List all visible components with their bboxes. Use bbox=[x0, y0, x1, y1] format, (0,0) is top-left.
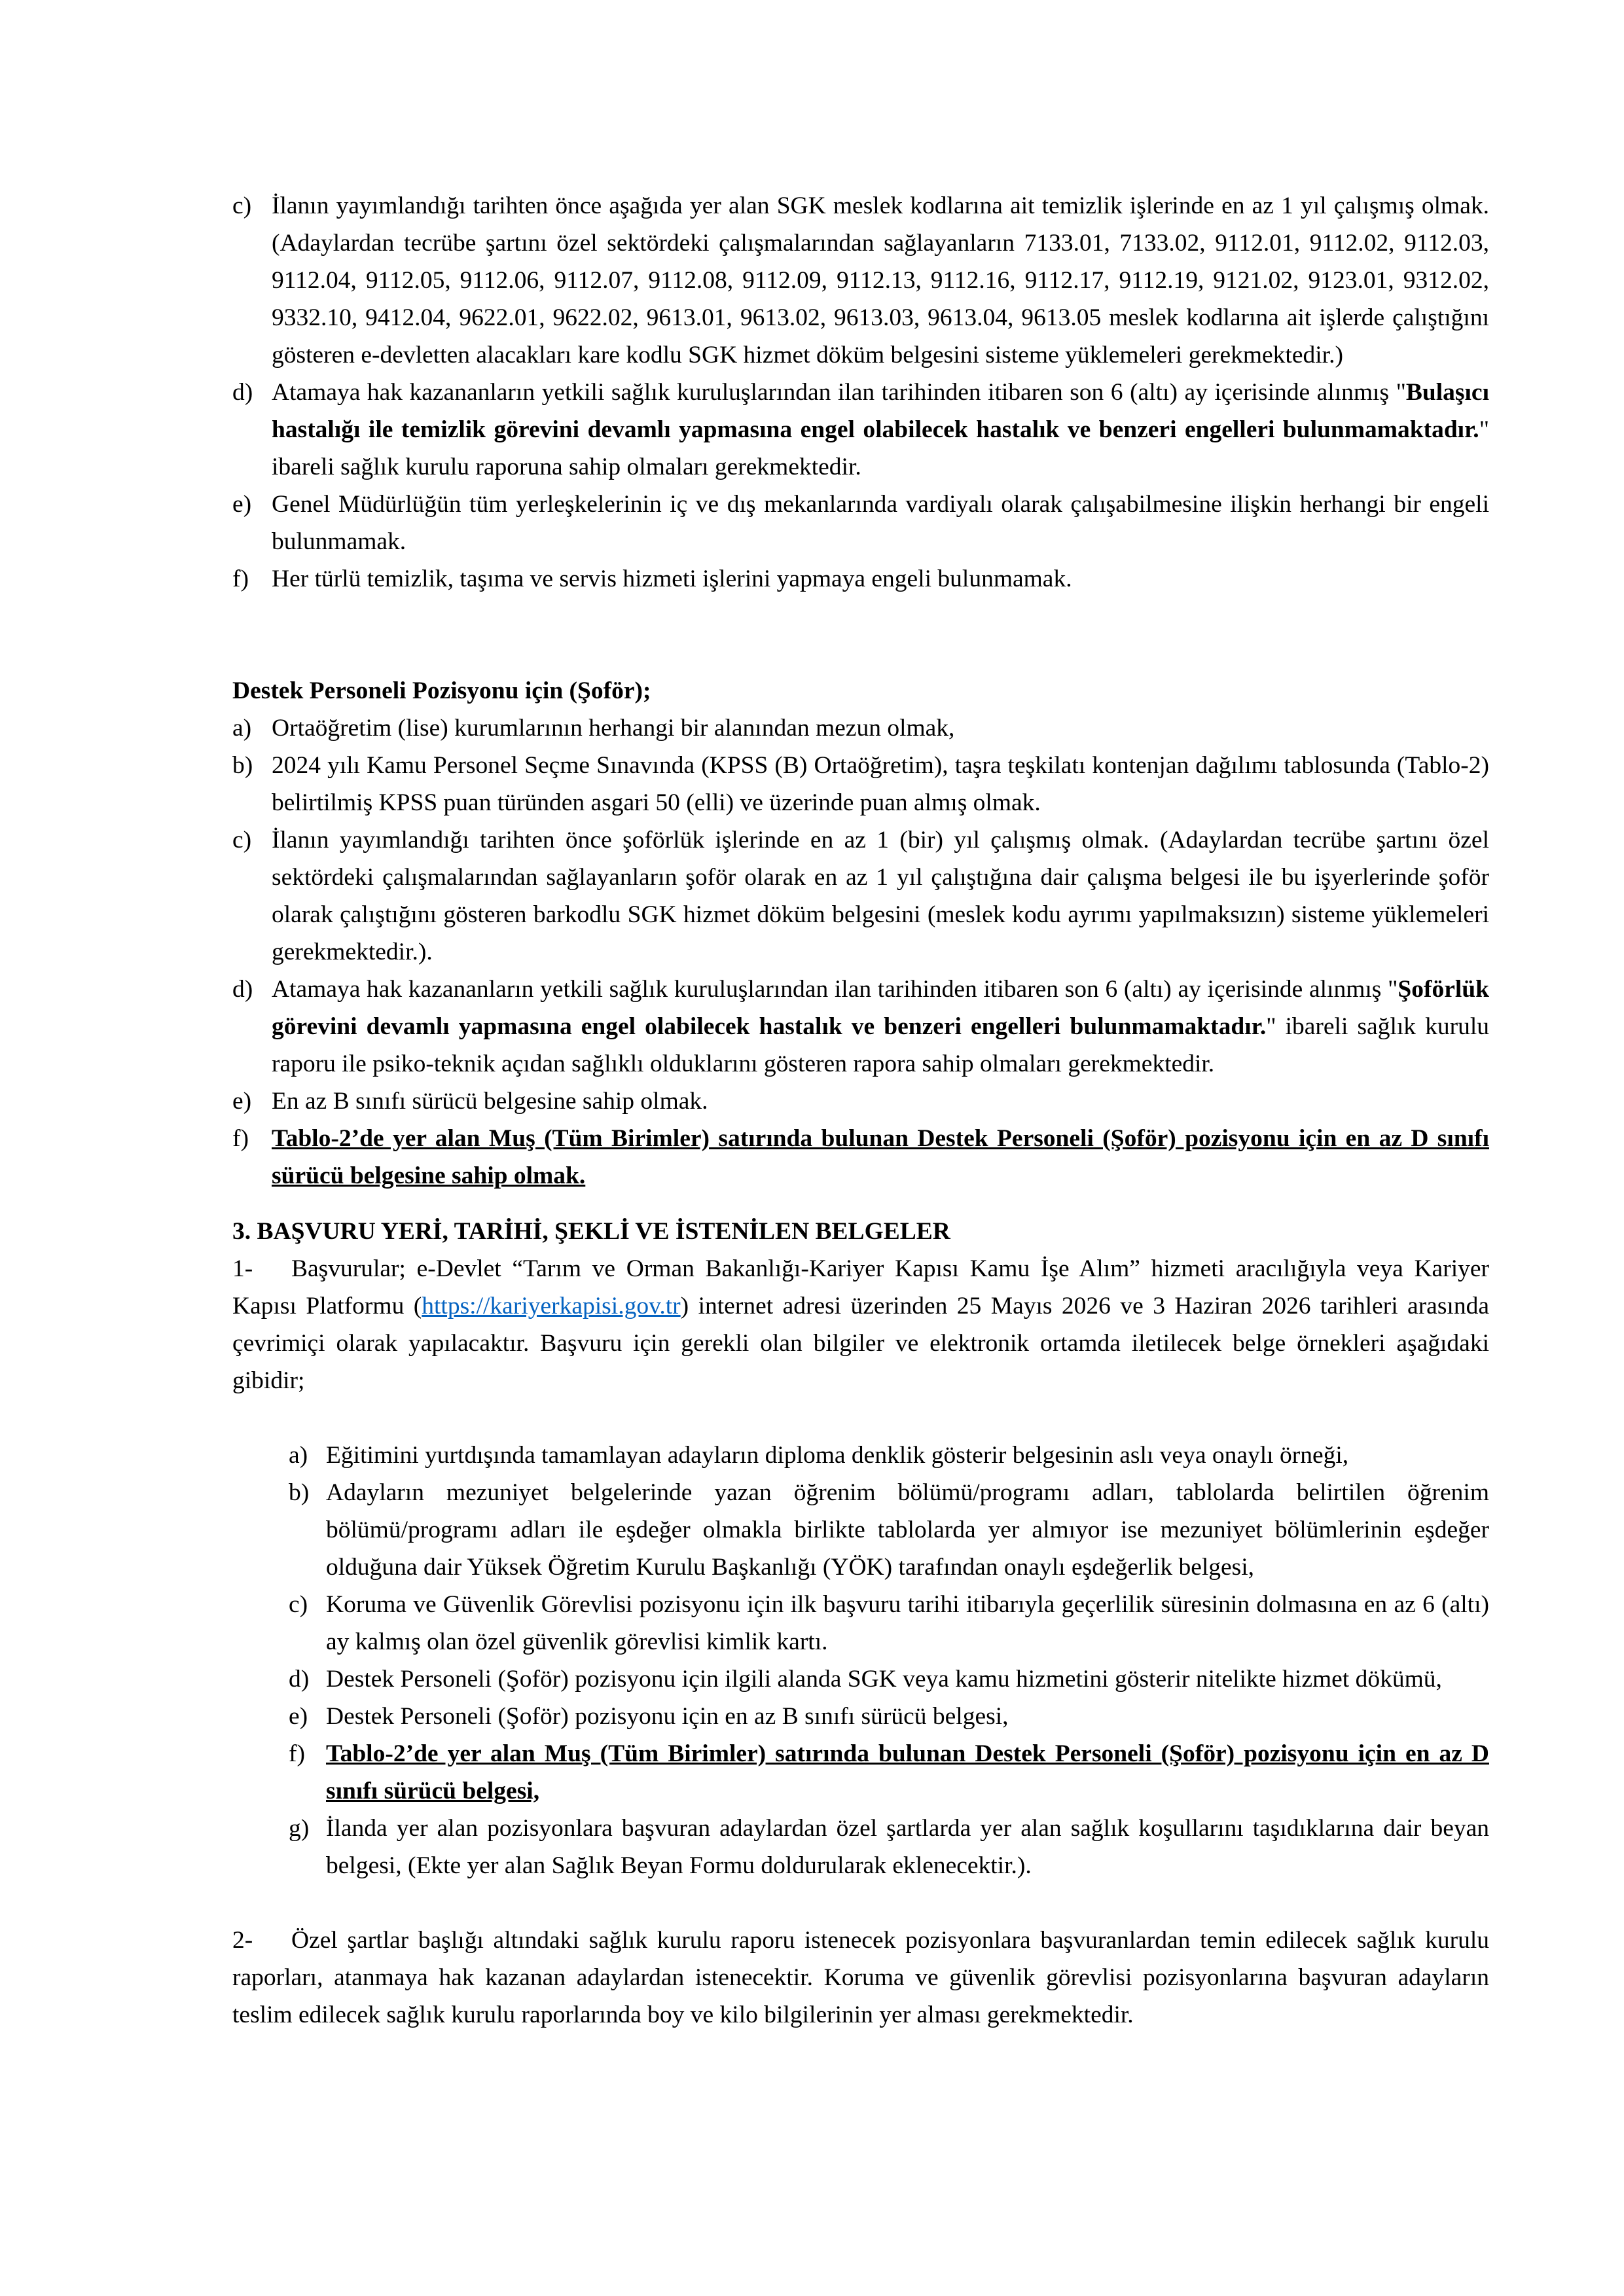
doc-item-b: b) Adayların mezuniyet belgelerinde yazan öğrenim bölümü/programı adları, tablolarda belirtilen öğrenim bölümü/programı adları ile eşdeğer olmakla birlikte tablolarda yer almıyor ise mezuniyet bölümlerinin eşdeğer olduğuna dair Yüksek Öğretim Kurulu Başkanlığı (YÖK) tarafından onaylı eşdeğerlik belgesi, bbox=[289, 1479, 1489, 1581]
doc-item-f: f) Tablo-2’de yer alan Muş (Tüm Birimler) satırında bulunan Destek Personeli (Şoför) pozisyonu için en az D sınıfı sürücü belgesi, bbox=[289, 1740, 1489, 1804]
list-item-d: d) Atamaya hak kazananların yetkili sağlık kuruluşlarından ilan tarihinden itibaren son 6 (altı) ay içerisinde alınmış "Şoförlük görevini devamlı yapmasına engel olabilecek hastalık ve benzeri engelleri bulunmamaktadır." ibareli sağlık kurulu raporu ile psiko-teknik açıdan sağlıklı olduklarını gösteren rapora sahip olmaları gerekmektedir. bbox=[232, 976, 1489, 1077]
doc-item-a: a) Eğitimini yurtdışında tamamlayan adayların diploma denklik gösterir belgesinin aslı veya onaylı örneği, bbox=[289, 1442, 1349, 1469]
doc-item-e: e) Destek Personeli (Şoför) pozisyonu için en az B sınıfı sürücü belgesi, bbox=[289, 1703, 1009, 1730]
page-content bbox=[232, 187, 1489, 2034]
driver-requirements-list bbox=[232, 709, 1489, 1194]
section-3-heading: 3. BAŞVURU YERİ, TARİHİ, ŞEKLİ VE İSTENİLEN BELGELER bbox=[232, 1218, 950, 1245]
paragraph-2: 2- Özel şartlar başlığı altındaki sağlık kurulu raporu istenecek pozisyonlara başvuranlardan temin edilecek sağlık kurulu raporları, atanmaya hak kazanan adaylardan istenecektir. Koruma ve güvenlik görevlisi pozisyonlarına başvuran adayların teslim edilecek sağlık kurulu raporlarında boy ve kilo bilgilerinin yer alması gerekmektedir. bbox=[232, 1927, 1489, 2028]
required-documents-list bbox=[232, 1437, 1489, 1884]
list-item-d: d) Atamaya hak kazananların yetkili sağlık kuruluşlarından ilan tarihinden itibaren son 6 (altı) ay içerisinde alınmış "Bulaşıcı hastalığı ile temizlik görevini devamlı yapmasına engel olabilecek hastalık ve benzeri engelleri bulunmamaktadır." ibareli sağlık kurulu raporuna sahip olmaları gerekmektedir. bbox=[232, 379, 1489, 480]
kariyerkapisi-link[interactable]: https://kariyerkapisi.gov.tr bbox=[422, 1293, 681, 1319]
list-item-b: b) 2024 yılı Kamu Personel Seçme Sınavında (KPSS (B) Ortaöğretim), taşra teşkilatı kontenjan dağılımı tablosunda (Tablo-2) belirtilmiş KPSS puan türünden asgari 50 (elli) ve üzerinde puan almış olmak. bbox=[232, 752, 1489, 816]
list-item-f: f) Her türlü temizlik, taşıma ve servis hizmeti işlerini yapmaya engeli bulunmamak. bbox=[232, 565, 1072, 592]
doc-item-g: g) İlanda yer alan pozisyonlara başvuran adaylardan özel şartlarda yer alan sağlık koşullarını taşıdıklarına dair beyan belgesi, (Ekte yer alan Sağlık Beyan Formu doldurularak eklenecektir.). bbox=[289, 1815, 1489, 1879]
list-item-e: e) En az B sınıfı sürücü belgesine sahip olmak. bbox=[232, 1088, 708, 1115]
doc-item-d: d) Destek Personeli (Şoför) pozisyonu için ilgili alanda SGK veya kamu hizmetini gösterir nitelikte hizmet dökümü, bbox=[289, 1666, 1442, 1693]
list-item-e: e) Genel Müdürlüğün tüm yerleşkelerinin iç ve dış mekanlarında vardiyalı olarak çalışabilmesine ilişkin herhangi bir engeli bulunmamak. bbox=[232, 491, 1489, 555]
list-item-c: c) İlanın yayımlandığı tarihten önce aşağıda yer alan SGK meslek kodlarına ait temizlik işlerinde en az 1 yıl çalışmış olmak. (Adaylardan tecrübe şartını özel sektördeki çalışmalarından sağlayanların 7133.01, 7133.02, 9112.01, 9112.02, 9112.03, 9112.04, 9112.05, 9112.06, 9112.07, 9112.08, 9112.09, 9112.13, 9112.16, 9112.17, 9112.19, 9121.02, 9123.01, 9312.02, 9332.10, 9412.04, 9622.01, 9622.02, 9613.01, 9613.02, 9613.03, 9613.04, 9613.05 meslek kodlarına ait işlerde çalıştığını gösteren e-devletten alacakları kare kodlu SGK hizmet döküm belgesini sisteme yüklemeleri gerekmektedir.) bbox=[232, 192, 1489, 368]
list-item-f: f) Tablo-2’de yer alan Muş (Tüm Birimler) satırında bulunan Destek Personeli (Şoför) pozisyonu için en az D sınıfı sürücü belgesine sahip olmak. bbox=[232, 1125, 1489, 1189]
paragraph-1: 1- Başvurular; e-Devlet “Tarım ve Orman Bakanlığı-Kariyer Kapısı Kamu İşe Alım” hizmeti aracılığıyla veya Kariyer Kapısı Platformu (https://kariyerkapisi.gov.tr) internet adresi üzerinden 25 Mayıs 2026 ve 3 Haziran 2026 tarihleri arasında çevrimiçi olarak yapılacaktır. Başvuru için gerekli olan bilgiler ve elektronik ortamda iletilecek belge örnekleri aşağıdaki gibidir; bbox=[232, 1255, 1489, 1394]
driver-section-heading: Destek Personeli Pozisyonu için (Şoför); bbox=[232, 677, 651, 704]
list-item-a: a) Ortaöğretim (lise) kurumlarının herhangi bir alanından mezun olmak, bbox=[232, 715, 955, 742]
list-item-c: c) İlanın yayımlandığı tarihten önce şoförlük işlerinde en az 1 (bir) yıl çalışmış olmak. (Adaylardan tecrübe şartını özel sektördeki çalışmalarından sağlayanların şoför olarak en az 1 yıl çalıştığına dair çalışma belgesi ile bu işyerlerinde şoför olarak çalıştığını gösteren barkodlu SGK hizmet döküm belgesini (meslek kodu ayrımı yapılmaksızın) sisteme yüklemeleri gerekmektedir.). bbox=[232, 827, 1489, 965]
doc-item-c: c) Koruma ve Güvenlik Görevlisi pozisyonu için ilk başvuru tarihi itibarıyla geçerlilik süresinin dolmasına en az 6 (altı) ay kalmış olan özel güvenlik görevlisi kimlik kartı. bbox=[289, 1591, 1489, 1655]
cleaning-requirements-list bbox=[232, 187, 1489, 598]
